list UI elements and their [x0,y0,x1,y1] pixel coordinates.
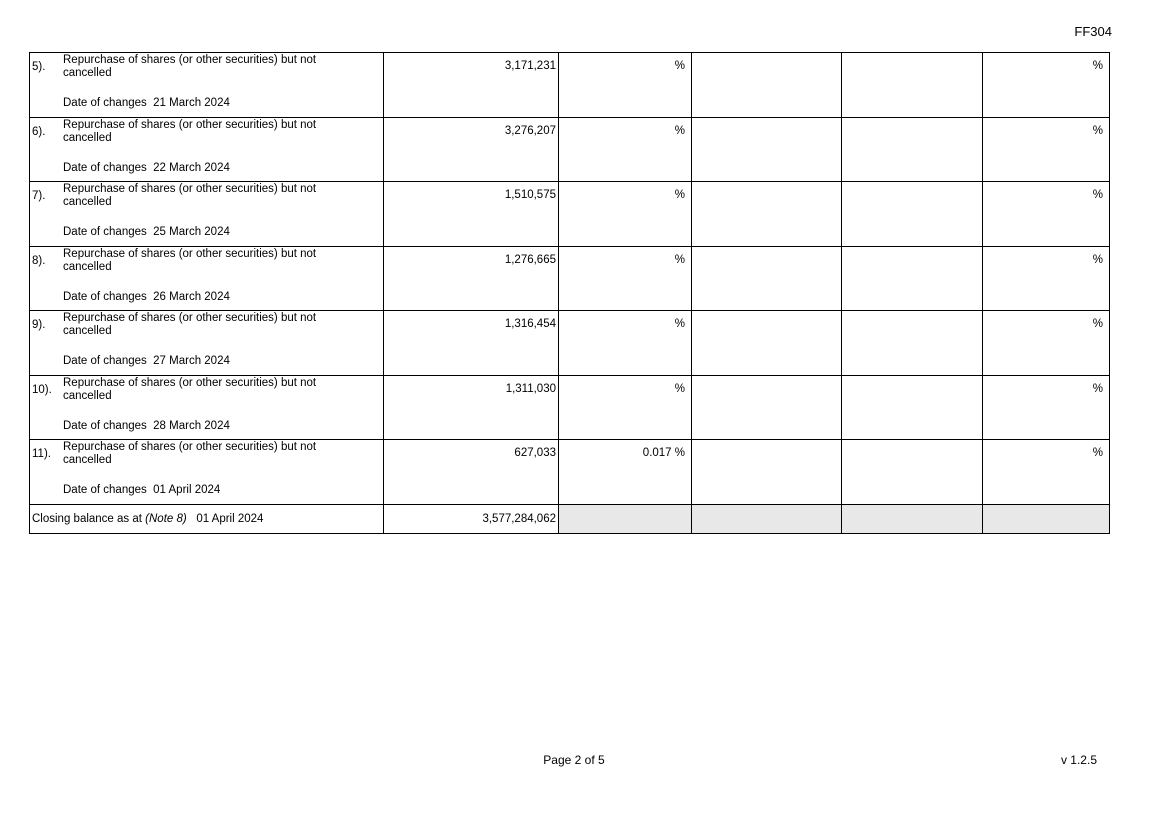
shaded-cell [559,504,692,533]
empty-cell [842,375,983,440]
description-cell [30,182,384,247]
percentage-2: % [983,311,1110,376]
item-date-line [63,420,230,432]
empty-cell [692,53,842,118]
item-date-line [63,226,230,238]
description-cell [30,246,384,311]
percentage: % [559,311,692,376]
item-number: 9). [32,319,46,331]
date-of-changes-value: 21 March 2024 [153,97,230,109]
percentage-2: % [983,117,1110,182]
date-of-changes-value: 01 April 2024 [153,484,221,496]
date-of-changes-value: 26 March 2024 [153,290,230,303]
item-description: Repurchase of shares (or other securities) but not cancelled [63,247,317,273]
percentage-2: % [983,182,1110,247]
table-row [30,375,1110,440]
item-number: 5). [32,61,46,73]
item-date-line [63,291,230,303]
item-description: Repurchase of shares (or other securities) but not cancelled [63,312,317,337]
date-of-changes-label: Date of changes [63,290,147,303]
percentage-2: % [983,440,1110,505]
empty-cell [692,117,842,182]
item-description: Repurchase of shares (or other securities) but not cancelled [63,118,317,144]
percentage-2: % [983,53,1110,118]
item-number: 11). [32,448,51,460]
shares-count: 1,510,575 [384,182,559,247]
date-of-changes-label: Date of changes [63,484,147,496]
item-number: 7). [32,190,46,202]
closing-balance-row [30,504,1110,533]
share-changes-table [29,52,1110,534]
table-row [30,117,1110,182]
description-cell [30,117,384,182]
date-of-changes-value: 25 March 2024 [153,226,230,238]
date-of-changes-value: 27 March 2024 [153,355,230,367]
shares-count: 1,311,030 [384,375,559,440]
shares-count: 3,171,231 [384,53,559,118]
date-of-changes-value: 22 March 2024 [153,161,230,174]
item-number: 10). [32,383,52,396]
date-of-changes-label: Date of changes [63,355,147,367]
description-cell [30,375,384,440]
percentage-2: % [983,246,1110,311]
percentage: % [559,182,692,247]
closing-balance-date: 01 April 2024 [196,512,264,525]
empty-cell [842,246,983,311]
item-description: Repurchase of shares (or other securities) but not cancelled [63,376,317,402]
item-date-line [63,355,230,367]
item-date-line [63,162,230,174]
percentage: % [559,246,692,311]
item-date-line [63,484,220,496]
closing-balance-label: Closing balance as at [32,512,142,525]
date-of-changes-label: Date of changes [63,161,147,174]
empty-cell [692,182,842,247]
percentage: % [559,117,692,182]
item-number: 8). [32,254,46,267]
item-date-line [63,97,230,109]
date-of-changes-label: Date of changes [63,226,147,238]
percentage: 0.017 % [559,440,692,505]
empty-cell [842,182,983,247]
table-row [30,53,1110,118]
page-number: Page 2 of 5 [543,753,605,767]
table-row [30,182,1110,247]
version-label: v 1.2.5 [1060,753,1097,767]
description-cell [30,311,384,376]
date-of-changes-value: 28 March 2024 [153,419,230,432]
table-row [30,440,1110,505]
shares-count: 1,276,665 [384,246,559,311]
shares-count: 1,316,454 [384,311,559,376]
percentage: % [559,53,692,118]
table-row [30,311,1110,376]
empty-cell [692,375,842,440]
closing-balance-value: 3,577,284,062 [384,504,559,533]
empty-cell [692,311,842,376]
table-row [30,246,1110,311]
empty-cell [842,311,983,376]
shaded-cell [692,504,842,533]
empty-cell [692,246,842,311]
percentage-2: % [983,375,1110,440]
percentage: % [559,375,692,440]
date-of-changes-label: Date of changes [63,419,147,432]
shares-count: 3,276,207 [384,117,559,182]
description-cell [30,440,384,505]
table-body [30,53,1110,505]
shaded-cell [983,504,1110,533]
item-description: Repurchase of shares (or other securities) but not cancelled [63,183,317,208]
item-number: 6). [32,125,46,138]
item-description: Repurchase of shares (or other securities) but not cancelled [63,54,317,79]
description-cell [30,53,384,118]
empty-cell [842,53,983,118]
date-of-changes-label: Date of changes [63,97,147,109]
shaded-cell [842,504,983,533]
form-code: FF304 [1074,24,1112,39]
shares-count: 627,033 [384,440,559,505]
item-description: Repurchase of shares (or other securities) but not cancelled [63,441,317,466]
closing-balance-label-cell [30,504,384,533]
empty-cell [842,440,983,505]
closing-balance-note: (Note 8) [145,512,187,525]
empty-cell [692,440,842,505]
empty-cell [842,117,983,182]
